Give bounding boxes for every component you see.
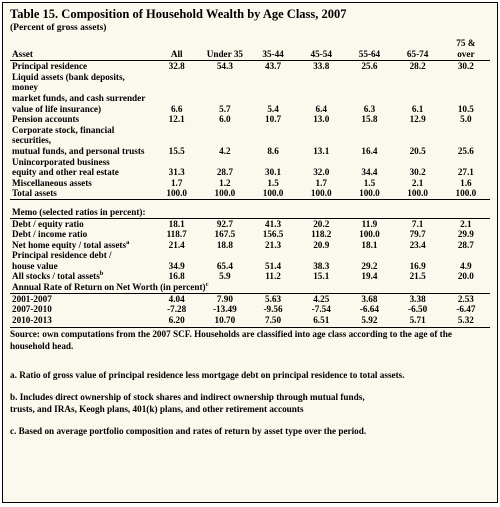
cell-value: 1.5	[267, 177, 279, 188]
cell-value: 27.1	[457, 167, 474, 178]
cell-value: -6.50	[408, 304, 428, 315]
cell-value: 11.9	[361, 218, 378, 229]
cell-value: 41.3	[265, 218, 282, 229]
cell-value: 51.4	[265, 260, 282, 271]
column-header: 35-44	[249, 38, 297, 61]
cell-value: 1.7	[170, 177, 183, 188]
cell-value: 30.2	[457, 61, 474, 72]
cell-value: -7.54	[311, 304, 331, 315]
cell-value: 38.3	[313, 260, 330, 271]
cell-value: 20.9	[313, 239, 330, 250]
cell-value: 5.63	[265, 293, 282, 304]
cell-value: 10.70	[214, 314, 236, 325]
table-row	[10, 157, 490, 178]
table-title: Table 15. Composition of Household Wealth by Age Class, 2007	[10, 7, 347, 21]
returns-heading: Annual Rate of Return on Net Worth (in percent)$^c$	[10, 282, 490, 293]
row-label: Miscellaneous assets	[12, 177, 92, 188]
row-label: Debt / equity ratio	[12, 218, 84, 229]
cell-value: 6.3	[363, 103, 376, 114]
table-row	[10, 114, 490, 125]
cell-value: 6.6	[170, 103, 183, 114]
column-header: 45-54	[297, 38, 345, 61]
cell-value: 1.2	[219, 177, 231, 188]
memo-heading: Memo (selected ratios in percent):	[10, 207, 490, 218]
cell-value: 100.0	[262, 188, 284, 199]
cell-value: 6.4	[315, 103, 327, 114]
memo-rows	[10, 218, 490, 282]
table-row	[10, 250, 490, 271]
cell-value: 18.1	[168, 218, 185, 229]
cell-value: 43.7	[265, 61, 282, 72]
cell-value: 31.3	[168, 167, 185, 178]
cell-value: 6.0	[219, 114, 231, 125]
cell-value: 21.3	[265, 239, 282, 250]
cell-value: 21.4	[168, 239, 185, 250]
returns-section	[10, 282, 490, 293]
table-row	[10, 72, 490, 114]
cell-value: 5.9	[219, 271, 231, 282]
cell-value: 15.8	[361, 114, 378, 125]
cell-value: 100.0	[166, 188, 188, 199]
cell-value: 92.7	[216, 218, 233, 229]
cell-value: 156.5	[262, 229, 284, 240]
table-row	[10, 293, 490, 304]
cell-value: -6.64	[359, 304, 379, 315]
table-row	[10, 229, 490, 240]
cell-value: 34.9	[168, 260, 185, 271]
cell-value: 12.1	[168, 114, 185, 125]
cell-value: 5.7	[219, 103, 231, 114]
memo-section	[10, 199, 490, 218]
cell-value: -7.28	[167, 304, 187, 315]
cell-value: 11.2	[265, 271, 281, 282]
cell-value: 5.32	[457, 314, 474, 325]
cell-value: 20.0	[457, 271, 474, 282]
cell-value: 5.71	[409, 314, 426, 325]
table-row	[10, 315, 490, 326]
cell-value: 13.0	[313, 114, 330, 125]
row-label: Unincorporated business equity and other real estate	[12, 156, 119, 178]
cell-value: -6.47	[456, 304, 476, 315]
footnote-a: a. Ratio of gross value of principal residence less mortgage debt on principal residence to total assets.	[10, 370, 405, 381]
cell-value: 20.2	[313, 218, 330, 229]
cell-value: 1.7	[315, 177, 327, 188]
cell-value: 28.7	[457, 239, 474, 250]
column-header: 65-74	[394, 38, 442, 61]
cell-value: 13.1	[313, 145, 330, 156]
cell-value: 3.38	[409, 293, 426, 304]
cell-value: 5.92	[361, 314, 378, 325]
cell-value: 29.2	[361, 260, 378, 271]
cell-value: 16.9	[409, 260, 426, 271]
column-header: All	[153, 38, 201, 61]
cell-value: 18.8	[216, 239, 233, 250]
cell-value: 23.4	[409, 239, 426, 250]
cell-value: 16.8	[168, 271, 185, 282]
cell-value: 20.5	[409, 145, 426, 156]
row-label: Pension accounts	[12, 114, 80, 125]
returns-rows	[10, 293, 490, 325]
cell-value: 25.6	[361, 61, 378, 72]
cell-value: 4.9	[460, 260, 472, 271]
wealth-table	[10, 38, 490, 325]
cell-value: 6.1	[411, 103, 424, 114]
column-header: 75 & over	[442, 38, 490, 61]
row-label: 2007-2010	[12, 304, 52, 315]
cell-value: 54.3	[216, 61, 233, 72]
cell-value: -9.56	[263, 304, 283, 315]
cell-value: 6.51	[313, 314, 330, 325]
cell-value: 25.6	[457, 145, 474, 156]
row-label: Principal residence debt / house value	[12, 250, 112, 271]
cell-value: 118.7	[166, 229, 187, 240]
cell-value: 3.68	[361, 293, 378, 304]
cell-value: 100.0	[359, 229, 380, 240]
footnote-c: c. Based on average portfolio composition and rates of return by asset type over the period.	[10, 426, 367, 437]
cell-value: 32.8	[168, 61, 185, 72]
footnote-b: b. Includes direct ownership of stock shares and indirect ownership through mutual funds, trusts, and IRAs, Keogh plans, 401(k) plans, and other retirement accounts	[10, 392, 365, 414]
cell-value: -13.49	[213, 304, 237, 315]
cell-value: 167.5	[214, 229, 236, 240]
cell-value: 1.5	[363, 177, 376, 188]
cell-value: 28.2	[409, 61, 426, 72]
column-header: 55-64	[345, 38, 393, 61]
cell-value: 2.53	[457, 293, 474, 304]
cell-value: 6.20	[168, 314, 185, 325]
cell-value: 2.1	[460, 218, 472, 229]
cell-value: 32.0	[313, 167, 330, 178]
cell-value: 34.4	[361, 167, 378, 178]
cell-value: 100.0	[310, 188, 332, 199]
table-row	[10, 304, 490, 315]
cell-value: 4.2	[219, 145, 231, 156]
row-label: 2010-2013	[12, 314, 52, 325]
cell-value: 30.1	[265, 167, 282, 178]
row-label: 2001-2007	[12, 293, 52, 304]
row-label: Liquid assets (bank deposits, money market funds, and cash surrender value of life insurance)	[12, 71, 146, 114]
cell-value: 10.7	[265, 114, 282, 125]
cell-value: 65.4	[216, 260, 233, 271]
table-row	[10, 61, 490, 72]
cell-value: 79.7	[409, 229, 426, 240]
table-row	[10, 188, 490, 199]
cell-value: 4.04	[168, 293, 185, 304]
header-row	[10, 38, 490, 61]
cell-value: 100.0	[214, 188, 236, 199]
cell-value: 7.50	[265, 314, 282, 325]
cell-value: 28.7	[216, 167, 233, 178]
cell-value: 19.4	[361, 271, 378, 282]
memo-heading-row	[10, 207, 490, 218]
table-row	[10, 178, 490, 189]
row-label: Principal residence	[12, 61, 88, 72]
table-row	[10, 240, 490, 251]
document-page	[2, 2, 498, 503]
column-header-asset: Asset	[10, 38, 153, 61]
cell-value: 30.2	[409, 167, 426, 178]
cell-value: 8.6	[267, 145, 279, 156]
cell-value: 100.0	[359, 188, 380, 199]
cell-value: 4.25	[313, 293, 330, 304]
cell-value: 100.0	[455, 188, 477, 199]
cell-value: 5.4	[267, 103, 279, 114]
footnotes	[10, 359, 490, 449]
table-row	[10, 218, 490, 229]
source-note: Source: own computations from the 2007 SCF. Households are classified into age class according to the age of the household head.	[10, 327, 490, 351]
row-label: All stocks / total assets$^b$	[12, 270, 104, 282]
table-subtitle: (Percent of gross assets)	[10, 23, 107, 33]
cell-value: 15.5	[168, 145, 185, 156]
cell-value: 12.9	[409, 114, 426, 125]
cell-value: 10.5	[457, 103, 474, 114]
cell-value: 100.0	[407, 188, 428, 199]
cell-value: 29.9	[457, 229, 474, 240]
cell-value: 18.1	[361, 239, 378, 250]
row-label: Debt / income ratio	[12, 229, 88, 240]
asset-rows	[10, 61, 490, 200]
cell-value: 15.1	[313, 271, 330, 282]
cell-value: 118.2	[311, 229, 332, 240]
column-header: Under 35	[201, 38, 249, 61]
row-label: Corporate stock, financial securities, mutual funds, and personal trusts	[12, 124, 145, 156]
row-label: Net home equity / total assets$^a$	[12, 238, 130, 250]
cell-value: 33.8	[313, 61, 330, 72]
cell-value: 7.90	[216, 293, 233, 304]
cell-value: 2.1	[411, 177, 424, 188]
row-label: Total assets	[12, 188, 57, 199]
cell-value: 7.1	[411, 218, 424, 229]
cell-value: 21.5	[409, 271, 426, 282]
cell-value: 16.4	[361, 145, 378, 156]
cell-value: 5.0	[460, 114, 472, 125]
table-row	[10, 271, 490, 282]
table-row	[10, 125, 490, 157]
cell-value: 1.6	[460, 177, 472, 188]
returns-heading-row	[10, 282, 490, 293]
